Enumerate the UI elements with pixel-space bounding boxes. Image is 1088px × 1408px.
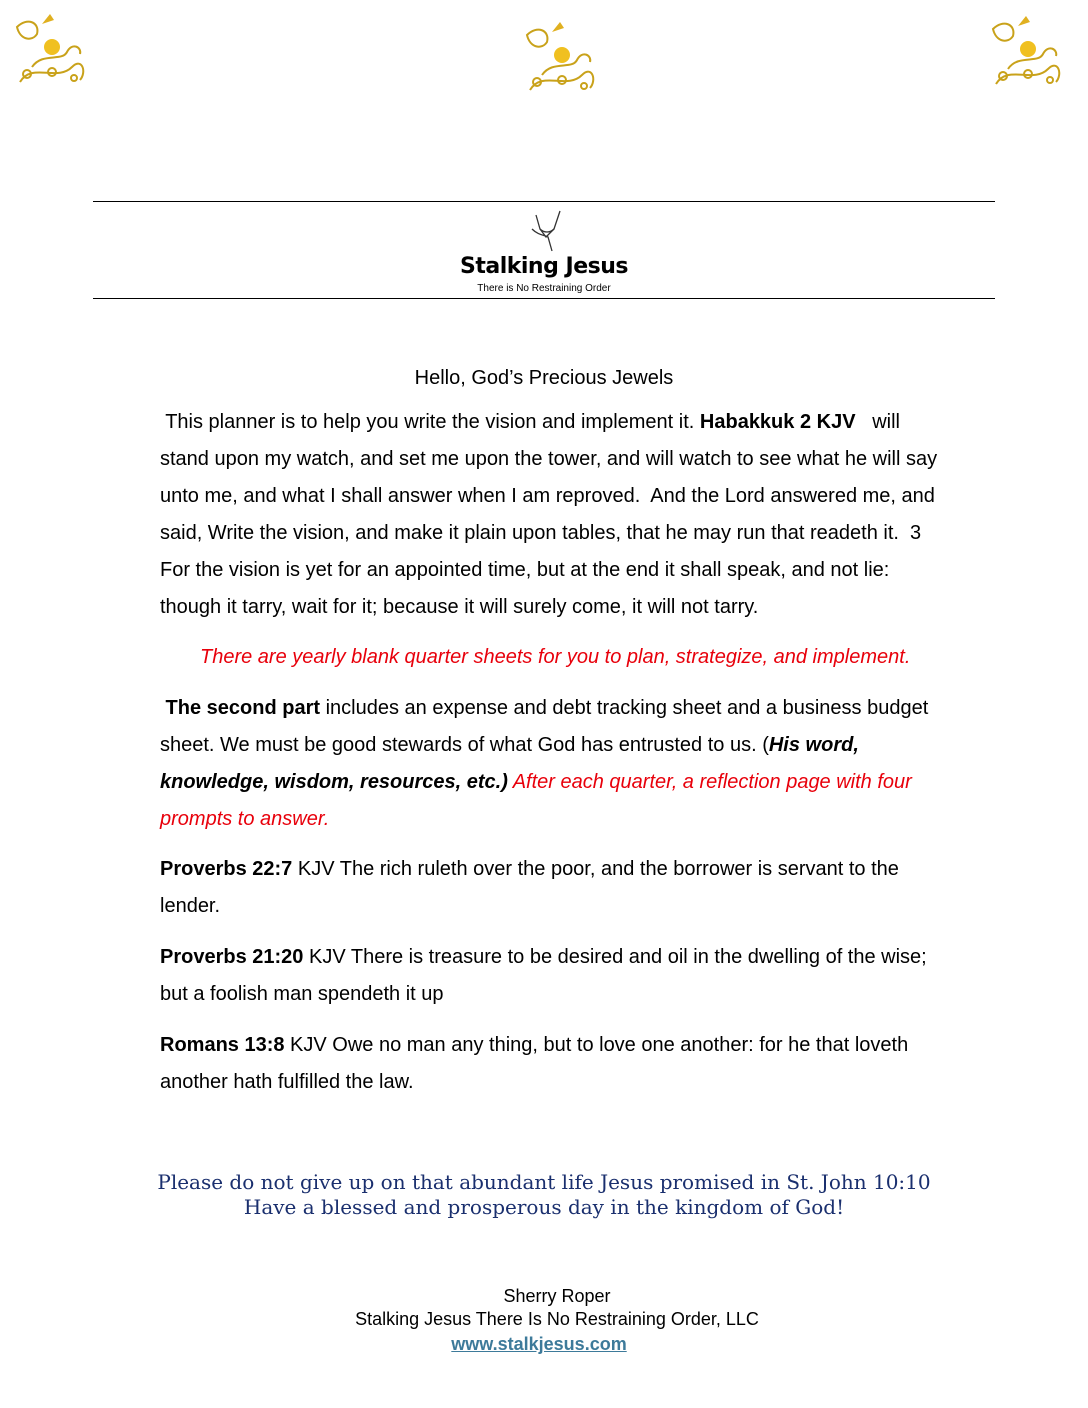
blessing-line-1: Please do not give up on that abundant life Jesus promised in St. John 10:10 bbox=[157, 1170, 931, 1194]
author-name: Sherry Roper bbox=[503, 1286, 611, 1306]
header-bottom-rule bbox=[93, 298, 995, 299]
company-name: Stalking Jesus There Is No Restraining Order, LLC bbox=[355, 1309, 759, 1329]
intro-line: though it tarry, wait for it; because it will surely come, it will not tarry. bbox=[160, 596, 759, 618]
header-top-rule bbox=[93, 201, 995, 202]
intro-line: This planner is to help you write the vision and implement it. Habakkuk 2 KJV will bbox=[160, 411, 900, 433]
second-part-line: sheet. We must be good stewards of what God has entrusted to us. (His word, bbox=[160, 734, 859, 756]
quarter-note: There are yearly blank quarter sheets for you to plan, strategize, and implement. bbox=[200, 646, 911, 668]
verse-line: another hath fulfilled the law. bbox=[160, 1071, 414, 1093]
intro-line: For the vision is yet for an appointed time, but at the end it shall speak, and not lie: bbox=[160, 559, 890, 581]
intro-line: said, Write the vision, and make it plain upon tables, that he may run that readeth it. 3 bbox=[160, 522, 922, 544]
second-part-line: knowledge, wisdom, resources, etc.) After each quarter, a reflection page with four bbox=[160, 771, 912, 793]
floral-ornament-icon bbox=[988, 14, 1068, 94]
greeting: Hello, God’s Precious Jewels bbox=[414, 367, 674, 389]
logo-tagline: There is No Restraining Order bbox=[477, 283, 611, 294]
scripture-ref: Habakkuk 2 KJV bbox=[699, 411, 856, 433]
verse-line: Proverbs 21:20 KJV There is treasure to be desired and oil in the dwelling of the wise; bbox=[160, 946, 927, 968]
verse-line: Proverbs 22:7 KJV The rich ruleth over the poor, and the borrower is servant to the bbox=[160, 858, 899, 880]
website-link[interactable]: www.stalkjesus.com bbox=[451, 1334, 627, 1354]
second-part-line: prompts to answer. bbox=[160, 808, 330, 830]
second-part-line: The second part includes an expense and debt tracking sheet and a business budget bbox=[160, 697, 929, 719]
intro-line: stand upon my watch, and set me upon the tower, and will watch to see what he will say bbox=[160, 448, 938, 470]
blessing-line-2: Have a blessed and prosperous day in the kingdom of God! bbox=[243, 1195, 845, 1219]
verse-line: Romans 13:8 KJV Owe no man any thing, but to love one another: for he that loveth bbox=[160, 1034, 909, 1056]
dove-icon bbox=[526, 207, 566, 257]
floral-ornament-icon bbox=[522, 20, 602, 100]
verse-line: but a foolish man spendeth it up bbox=[160, 983, 444, 1005]
verse-line: lender. bbox=[160, 895, 221, 917]
floral-ornament-icon bbox=[12, 12, 92, 92]
intro-line: unto me, and what I shall answer when I am reproved. And the Lord answered me, and bbox=[160, 485, 935, 507]
logo-title: Stalking Jesus bbox=[460, 254, 628, 279]
